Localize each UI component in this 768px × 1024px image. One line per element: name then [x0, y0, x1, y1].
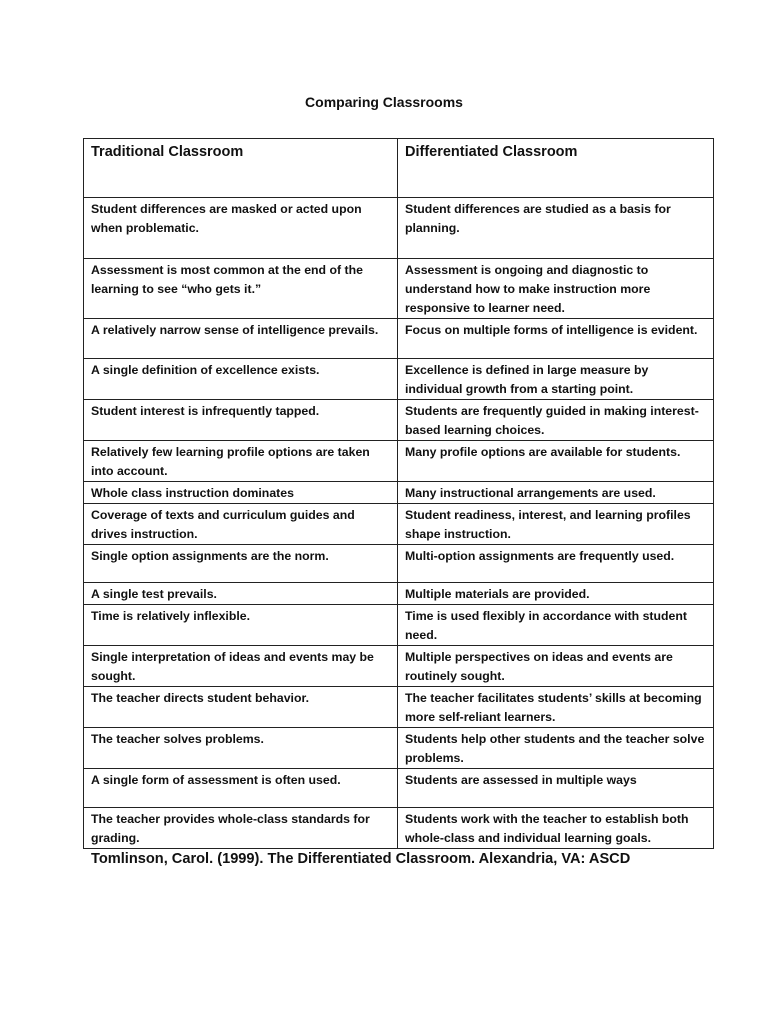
table-row [84, 605, 714, 646]
traditional-cell: A single definition of excellence exists. [84, 359, 398, 400]
table-row [84, 319, 714, 359]
traditional-cell: Single option assignments are the norm. [84, 545, 398, 583]
traditional-cell: The teacher directs student behavior. [84, 687, 398, 728]
traditional-cell: Time is relatively inflexible. [84, 605, 398, 646]
traditional-cell: The teacher solves problems. [84, 728, 398, 769]
table-row [84, 646, 714, 687]
differentiated-cell: Focus on multiple forms of intelligence is evident. [398, 319, 714, 359]
traditional-cell: A single test prevails. [84, 583, 398, 605]
table-row [84, 728, 714, 769]
traditional-cell: Student differences are masked or acted upon when problematic. [84, 198, 398, 259]
document-title: Comparing Classrooms [305, 94, 463, 110]
comparison-table [83, 138, 714, 849]
table-row [84, 808, 714, 849]
differentiated-cell: Students are frequently guided in making interest-based learning choices. [398, 400, 714, 441]
header-traditional: Traditional Classroom [84, 139, 398, 198]
traditional-cell: The teacher provides whole-class standards for grading. [84, 808, 398, 849]
traditional-cell: Student interest is infrequently tapped. [84, 400, 398, 441]
header-differentiated: Differentiated Classroom [398, 139, 714, 198]
table-row [84, 259, 714, 319]
differentiated-cell: Assessment is ongoing and diagnostic to understand how to make instruction more responsive to learner need. [398, 259, 714, 319]
differentiated-cell: Multiple perspectives on ideas and events are routinely sought. [398, 646, 714, 687]
differentiated-cell: Many profile options are available for students. [398, 441, 714, 482]
traditional-cell: Assessment is most common at the end of the learning to see “who gets it.” [84, 259, 398, 319]
traditional-cell: Whole class instruction dominates [84, 482, 398, 504]
traditional-cell: Coverage of texts and curriculum guides and drives instruction. [84, 504, 398, 545]
table-header-row [84, 139, 714, 198]
table-row [84, 482, 714, 504]
differentiated-cell: Student differences are studied as a basis for planning. [398, 198, 714, 259]
table-row [84, 583, 714, 605]
differentiated-cell: Excellence is defined in large measure by individual growth from a starting point. [398, 359, 714, 400]
differentiated-cell: The teacher facilitates students’ skills at becoming more self-reliant learners. [398, 687, 714, 728]
table-row [84, 769, 714, 808]
table-row [84, 687, 714, 728]
differentiated-cell: Students help other students and the teacher solve problems. [398, 728, 714, 769]
differentiated-cell: Multi-option assignments are frequently used. [398, 545, 714, 583]
table-row [84, 359, 714, 400]
table-row [84, 198, 714, 259]
table-row [84, 400, 714, 441]
table-row [84, 441, 714, 482]
differentiated-cell: Many instructional arrangements are used. [398, 482, 714, 504]
traditional-cell: Single interpretation of ideas and events may be sought. [84, 646, 398, 687]
differentiated-cell: Student readiness, interest, and learning profiles shape instruction. [398, 504, 714, 545]
traditional-cell: Relatively few learning profile options are taken into account. [84, 441, 398, 482]
traditional-cell: A single form of assessment is often used. [84, 769, 398, 808]
differentiated-cell: Multiple materials are provided. [398, 583, 714, 605]
differentiated-cell: Students are assessed in multiple ways [398, 769, 714, 808]
differentiated-cell: Students work with the teacher to establish both whole-class and individual learning goals. [398, 808, 714, 849]
citation: Tomlinson, Carol. (1999). The Differentiated Classroom. Alexandria, VA: ASCD [91, 851, 631, 867]
traditional-cell: A relatively narrow sense of intelligence prevails. [84, 319, 398, 359]
table-row [84, 545, 714, 583]
table-row [84, 504, 714, 545]
differentiated-cell: Time is used flexibly in accordance with student need. [398, 605, 714, 646]
